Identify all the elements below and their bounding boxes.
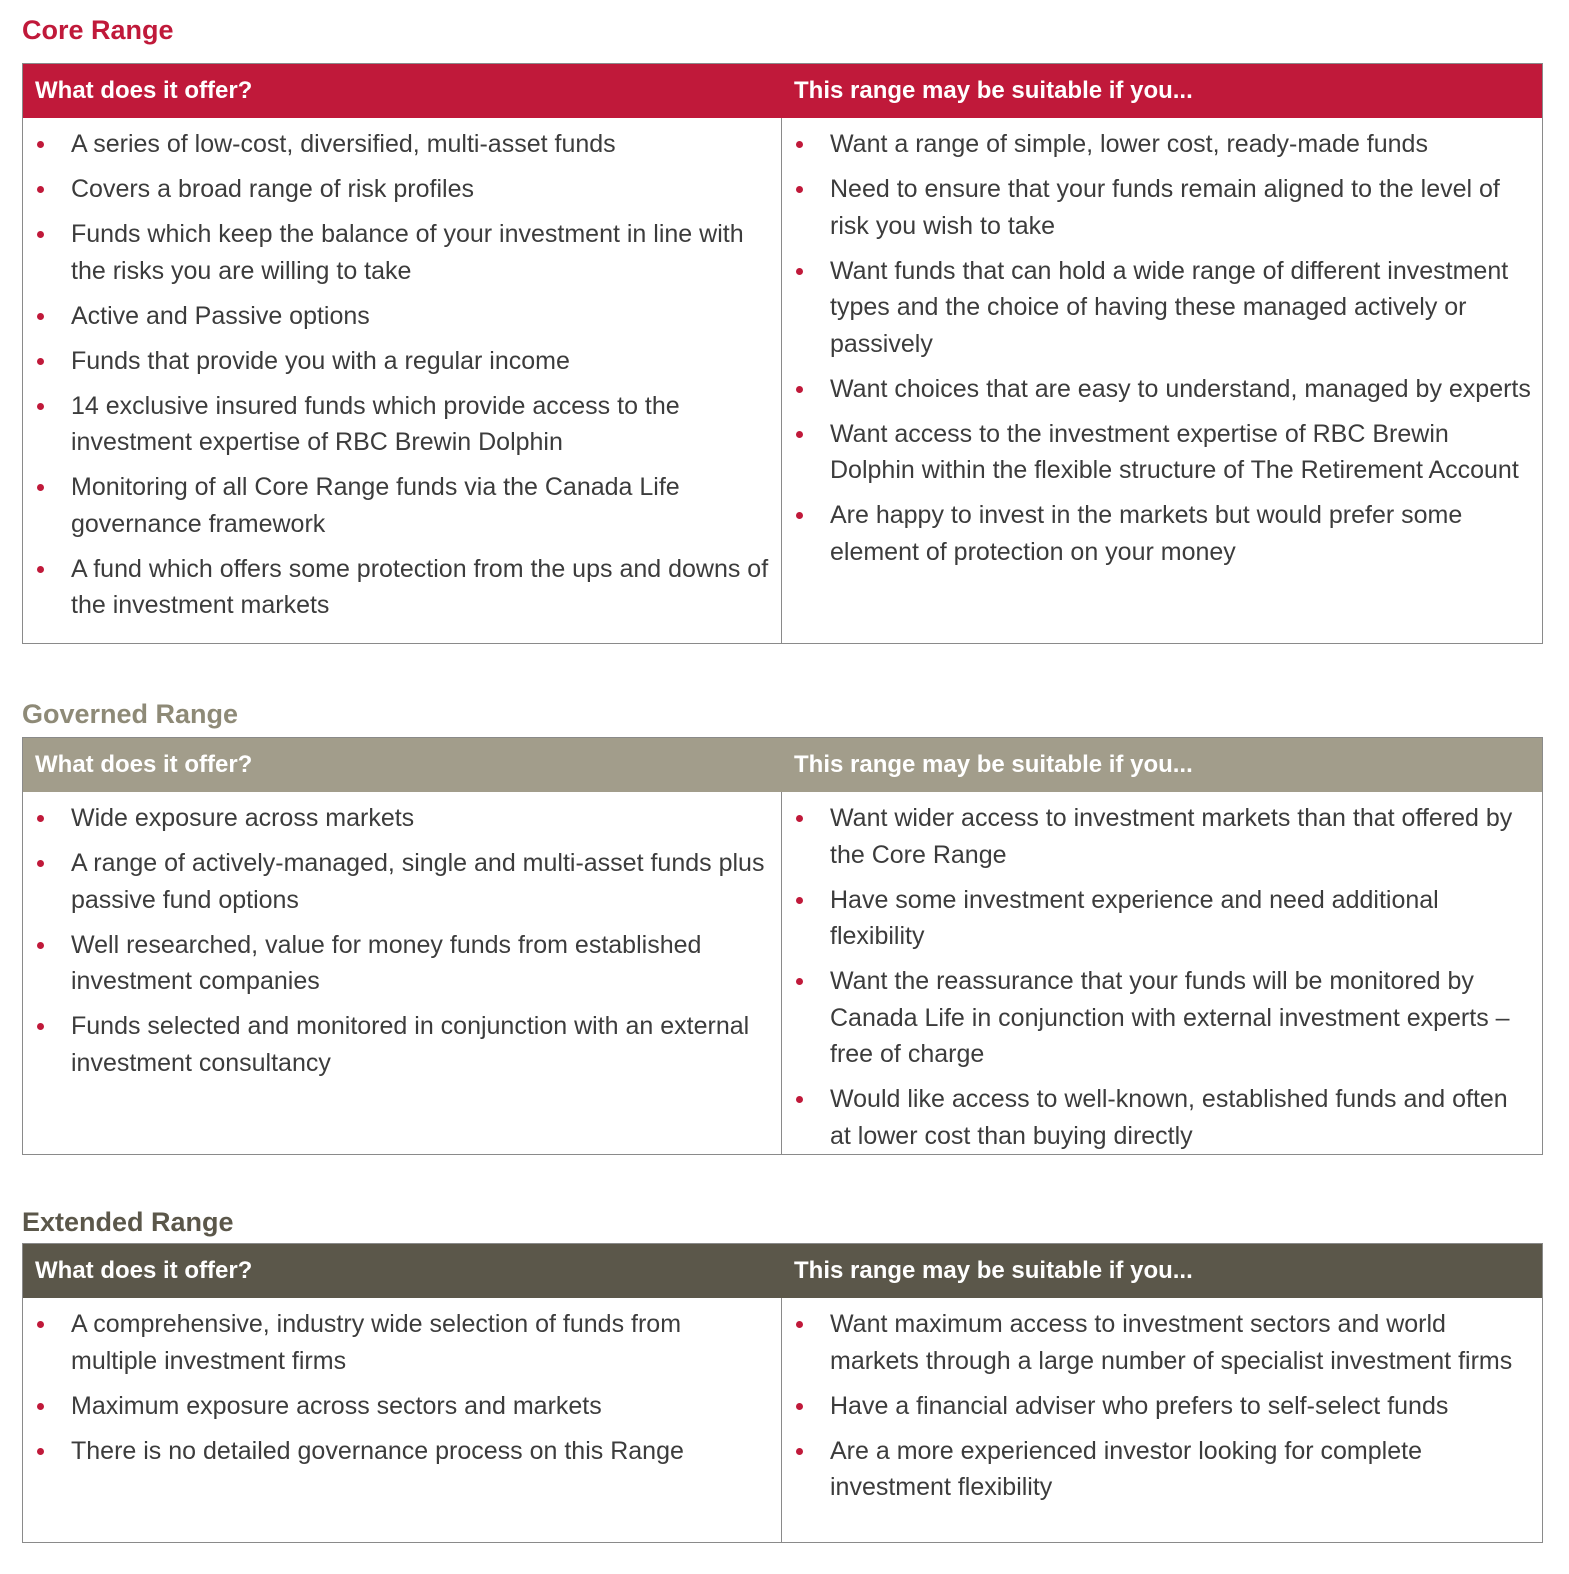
bullet-icon <box>37 566 44 573</box>
extended-range-table-header <box>23 1244 1542 1298</box>
governed-suitable-text: Would like access to well-known, established funds and often at lower cost than buying directly <box>830 1085 1508 1150</box>
extended-offer-text: There is no detailed governance process on this Range <box>71 1436 684 1465</box>
bullet-icon <box>37 313 44 320</box>
list-item <box>782 416 1532 489</box>
governed-suitable-header: This range may be suitable if you... <box>794 751 1193 778</box>
core-suitable-text: Want access to the investment expertise of RBC Brewin Dolphin within the flexible structure of The Retirement Account <box>830 419 1519 484</box>
list-item <box>23 216 771 289</box>
governed-range-title: Governed Range <box>22 699 239 729</box>
bullet-icon <box>796 1321 803 1328</box>
list-item <box>23 845 771 918</box>
bullet-icon <box>37 141 44 148</box>
bullet-icon <box>37 1403 44 1410</box>
bullet-icon <box>796 186 803 193</box>
bullet-icon <box>796 141 803 148</box>
bullet-icon <box>796 431 803 438</box>
bullet-icon <box>37 1023 44 1030</box>
list-item <box>23 126 771 163</box>
core-range-title: Core Range <box>22 15 174 45</box>
core-range-table-body <box>23 118 1542 643</box>
list-item <box>782 1081 1532 1154</box>
list-item <box>782 497 1532 570</box>
core-suitable-text: Want a range of simple, lower cost, ready-made funds <box>830 130 1428 158</box>
list-item <box>23 171 771 208</box>
bullet-icon <box>37 1448 44 1455</box>
list-item <box>23 469 771 542</box>
core-offer-text: Monitoring of all Core Range funds via the Canada Life governance framework <box>71 473 680 538</box>
extended-suitable-column <box>782 1298 1542 1542</box>
core-suitable-text: Are happy to invest in the markets but would prefer some element of protection on your money <box>830 501 1463 566</box>
bullet-icon <box>37 484 44 491</box>
extended-offer-list <box>23 1298 781 1469</box>
core-suitable-header: This range may be suitable if you... <box>794 77 1193 104</box>
bullet-icon <box>37 860 44 867</box>
bullet-icon <box>37 358 44 365</box>
list-item <box>782 171 1532 244</box>
bullet-icon <box>796 1448 803 1455</box>
extended-range-title: Extended Range <box>22 1207 234 1237</box>
extended-offer-text: Maximum exposure across sectors and markets <box>71 1391 602 1420</box>
list-item <box>782 882 1532 955</box>
bullet-icon <box>796 1096 803 1103</box>
list-item <box>23 298 771 335</box>
bullet-icon <box>37 231 44 238</box>
bullet-icon <box>796 268 803 275</box>
core-suitable-column <box>782 118 1542 643</box>
list-item <box>782 963 1532 1073</box>
bullet-icon <box>796 978 803 985</box>
governed-offer-text: Wide exposure across markets <box>71 804 415 832</box>
governed-suitable-text: Have some investment experience and need additional flexibility <box>830 885 1439 950</box>
extended-suitable-text: Want maximum access to investment sectors and world markets through a large number of specialist investment firms <box>830 1310 1513 1375</box>
list-item <box>782 1433 1532 1506</box>
governed-offer-column <box>23 792 782 1154</box>
list-item <box>782 800 1532 873</box>
governed-offer-text: Well researched, value for money funds from established investment companies <box>71 930 702 995</box>
core-offer-text: Active and Passive options <box>71 301 370 330</box>
bullet-icon <box>37 403 44 410</box>
bullet-icon <box>796 386 803 393</box>
governed-offer-text: Funds selected and monitored in conjunction with an external investment consultancy <box>71 1012 750 1077</box>
core-offer-text: Funds which keep the balance of your investment in line with the risks you are willing to take <box>71 220 744 285</box>
extended-suitable-text: Are a more experienced investor looking for complete investment flexibility <box>830 1436 1422 1501</box>
core-offer-header: What does it offer? <box>35 77 253 104</box>
list-item <box>782 371 1532 408</box>
core-suitable-text: Want choices that are easy to understand, managed by experts <box>830 374 1531 403</box>
governed-range-table <box>22 737 1543 1155</box>
list-item <box>23 1008 771 1081</box>
core-offer-column <box>23 118 782 643</box>
governed-suitable-column <box>782 792 1542 1154</box>
core-offer-text: 14 exclusive insured funds which provide access to the investment expertise of RBC Brewin Dolphin <box>71 391 680 456</box>
governed-suitable-text: Want the reassurance that your funds will be monitored by Canada Life in conjunction with external investment experts – free of charge <box>830 967 1510 1068</box>
list-item <box>23 1388 771 1425</box>
core-offer-text: Covers a broad range of risk profiles <box>71 175 474 203</box>
list-item <box>782 1306 1532 1379</box>
list-item <box>782 126 1532 163</box>
bullet-icon <box>37 1321 44 1328</box>
bullet-icon <box>37 186 44 193</box>
extended-offer-header: What does it offer? <box>35 1257 253 1284</box>
core-offer-list <box>23 118 781 624</box>
list-item <box>782 1388 1532 1425</box>
extended-range-table-body <box>23 1298 1542 1542</box>
governed-suitable-list <box>782 792 1542 1154</box>
list-item <box>782 253 1532 363</box>
core-offer-text: Funds that provide you with a regular income <box>71 346 570 375</box>
extended-offer-text: A comprehensive, industry wide selection of funds from multiple investment firms <box>71 1310 682 1375</box>
core-suitable-text: Want funds that can hold a wide range of different investment types and the choice of having these managed actively or passively <box>830 256 1509 358</box>
core-range-table <box>22 63 1543 644</box>
governed-range-table-body <box>23 792 1542 1154</box>
extended-offer-column <box>23 1298 782 1542</box>
bullet-icon <box>796 897 803 904</box>
core-suitable-list <box>782 118 1542 570</box>
bullet-icon <box>37 815 44 822</box>
list-item <box>23 551 771 624</box>
bullet-icon <box>37 942 44 949</box>
bullet-icon <box>796 512 803 519</box>
bullet-icon <box>796 1403 803 1410</box>
core-offer-text: A fund which offers some protection from the ups and downs of the investment markets <box>71 554 769 619</box>
extended-suitable-list <box>782 1298 1542 1506</box>
core-suitable-text: Need to ensure that your funds remain aligned to the level of risk you wish to take <box>830 175 1500 240</box>
list-item <box>23 388 771 461</box>
list-item <box>23 343 771 380</box>
list-item <box>23 800 771 837</box>
list-item <box>23 927 771 1000</box>
extended-suitable-header: This range may be suitable if you... <box>794 1257 1193 1284</box>
governed-offer-header: What does it offer? <box>35 751 253 778</box>
governed-offer-list <box>23 792 781 1081</box>
core-range-table-header <box>23 64 1542 118</box>
core-offer-text: A series of low-cost, diversified, multi-asset funds <box>71 130 616 158</box>
list-item <box>23 1433 771 1470</box>
extended-range-table <box>22 1243 1543 1543</box>
bullet-icon <box>796 815 803 822</box>
governed-suitable-text: Want wider access to investment markets than that offered by the Core Range <box>830 804 1513 869</box>
extended-suitable-text: Have a financial adviser who prefers to self-select funds <box>830 1391 1449 1420</box>
governed-range-table-header <box>23 738 1542 792</box>
list-item <box>23 1306 771 1379</box>
governed-offer-text: A range of actively-managed, single and multi-asset funds plus passive fund options <box>71 849 765 914</box>
